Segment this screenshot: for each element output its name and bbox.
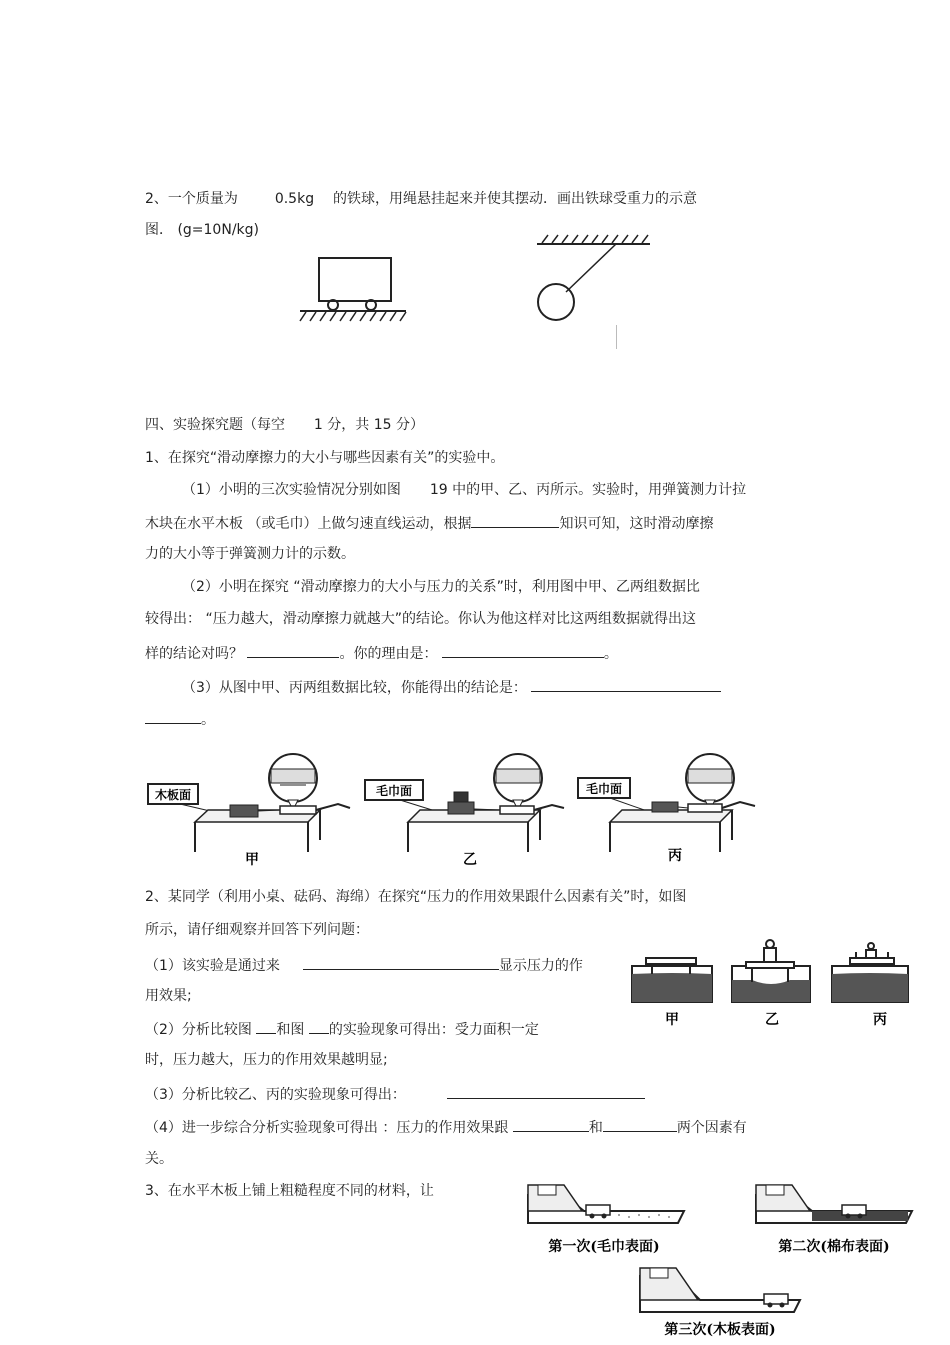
answer-blank[interactable] <box>309 1019 329 1034</box>
e1-p3-a: （3）从图中甲、丙两组数据比较，你能得出的结论是： <box>182 680 527 696</box>
figure-caption-jia: 甲 <box>245 852 259 868</box>
e2-q4-d: 两个因素有 <box>676 1120 747 1136</box>
e2-q3 <box>145 1084 645 1104</box>
section-4-heading <box>145 416 424 434</box>
answer-blank[interactable] <box>256 1019 276 1034</box>
e2-q4-c: 和 <box>588 1120 603 1136</box>
e1-p3-line1 <box>182 677 721 697</box>
e3-title: 3、在水平木板上铺上粗糙程度不同的材料，让 <box>145 1183 434 1199</box>
e1-p1-line1 <box>182 481 746 499</box>
e1-p3-line2 <box>145 709 215 729</box>
e1-title: 1、在探究“滑动摩擦力的大小与哪些因素有关”的实验中。 <box>145 450 505 466</box>
e1-p1-line3: 力的大小等于弹簧测力计的示数。 <box>145 546 355 562</box>
answer-blank[interactable] <box>303 955 499 970</box>
friction-figure-jia <box>140 752 365 870</box>
e1-p2-e: 。 <box>603 646 618 662</box>
e2-q1-b: 显示压力的作 <box>498 958 583 974</box>
ramp-caption-first: 第一次(毛巾表面) <box>548 1239 660 1255</box>
e2-title: 2、某同学（利用小桌、砝码、海绵）在探究“压力的作用效果跟什么因素有关”时，如图 <box>145 889 687 905</box>
cart-diagram <box>298 255 408 325</box>
e1-p2-line1: （2）小明在探究 “滑动摩擦力的大小与压力的关系”时，利用图中甲、乙两组数据比 <box>182 579 700 595</box>
e2-q4-b: ：压力的作用效果跟 <box>382 1120 509 1136</box>
ramp-caption-second: 第二次(棉布表面) <box>778 1239 890 1255</box>
e2-q2-b: 和图 <box>276 1022 305 1038</box>
answer-blank[interactable] <box>247 643 339 658</box>
e2-q4-line1 <box>145 1117 747 1137</box>
e1-p2-d: 。你的理由是： <box>339 646 438 662</box>
pressure-figure-bing <box>832 943 908 1028</box>
friction-figure-yi <box>360 752 570 870</box>
pressure-figure-yi <box>732 940 810 1028</box>
q2-text-a: 2、一个质量为 <box>145 191 238 207</box>
pressure-figure-jia <box>632 958 712 1028</box>
pendulum-diagram <box>532 232 654 328</box>
e2-q1-line1 <box>145 955 583 975</box>
e2-q3-text: （3）分析比较乙、丙的实验现象可得出： <box>145 1087 406 1103</box>
q2-line1 <box>145 190 697 208</box>
e1-p1-d: 知识可知，这时滑动摩擦 <box>559 516 714 532</box>
e1-p1-line2 <box>145 513 713 533</box>
figure-caption-yi: 乙 <box>463 852 477 868</box>
ramp-figure-first <box>524 1175 694 1265</box>
e1-p2-c: 样的结论对吗？ <box>145 646 243 662</box>
answer-blank[interactable] <box>442 643 604 658</box>
q2-line2: 图． (g=10N/kg) <box>145 222 259 238</box>
pressure-caption-yi: 乙 <box>765 1012 779 1028</box>
e2-q1-a: （1）该实验是通过来 <box>145 958 280 974</box>
e2-q2-a: （2）分析比较图 <box>145 1022 252 1038</box>
answer-blank[interactable] <box>603 1117 677 1132</box>
e1-p1-b: 19 中的甲、乙、丙所示。实验时，用弹簧测力计拉 <box>429 482 747 498</box>
pressure-caption-bing: 丙 <box>873 1012 887 1028</box>
answer-blank[interactable] <box>513 1117 589 1132</box>
section-heading-b: 1 分，共 15 分） <box>313 417 424 433</box>
e2-q4-line2: 关。 <box>145 1151 173 1167</box>
pressure-caption-jia: 甲 <box>665 1012 679 1028</box>
section-heading-a: 四、实验探究题（每空 <box>145 417 285 433</box>
surface-label: 木板面 <box>154 788 192 802</box>
e2-q2-line2: 时，压力越大，压力的作用效果越明显; <box>145 1052 388 1068</box>
ramp-figure-third <box>636 1264 812 1344</box>
ramp-figure-second <box>752 1175 922 1265</box>
e1-p2-line2: 较得出： “压力越大，滑动摩擦力就越大”的结论。你认为他这样对比这两组数据就得出这 <box>145 611 696 627</box>
stray-mark <box>616 325 617 349</box>
answer-blank[interactable] <box>471 513 559 528</box>
e1-p2-line3 <box>145 643 618 663</box>
e2-q2-line1 <box>145 1019 539 1039</box>
e2-q4-a: （4）进一步综合分析实验现象可得出 <box>145 1120 378 1136</box>
e1-p3-b: 。 <box>201 712 215 728</box>
e2-title2: 所示，请仔细观察并回答下列问题： <box>145 922 369 938</box>
answer-blank[interactable] <box>531 677 721 692</box>
q2-mass: 0.5kg <box>274 191 315 207</box>
figure-caption-bing: 丙 <box>668 848 682 864</box>
q2-text-c: 的铁球，用绳悬挂起来并使其摆动．画出铁球受重力的示意 <box>333 191 697 207</box>
ramp-caption-third: 第三次(木板表面) <box>664 1322 776 1338</box>
answer-blank[interactable] <box>145 709 201 724</box>
e1-p1-a: （1）小明的三次实验情况分别如图 <box>182 482 401 498</box>
answer-blank[interactable] <box>447 1084 645 1099</box>
pressure-figures <box>628 936 910 1032</box>
e2-q1-line2: 用效果; <box>145 988 192 1004</box>
e2-q2-c: 的实验现象可得出：受力面积一定 <box>328 1022 539 1038</box>
e1-p1-c: 木块在水平木板 （或毛巾）上做匀速直线运动，根据 <box>145 516 472 532</box>
surface-label: 毛巾面 <box>585 782 623 796</box>
friction-figure-bing <box>570 752 770 870</box>
surface-label: 毛巾面 <box>375 784 413 798</box>
